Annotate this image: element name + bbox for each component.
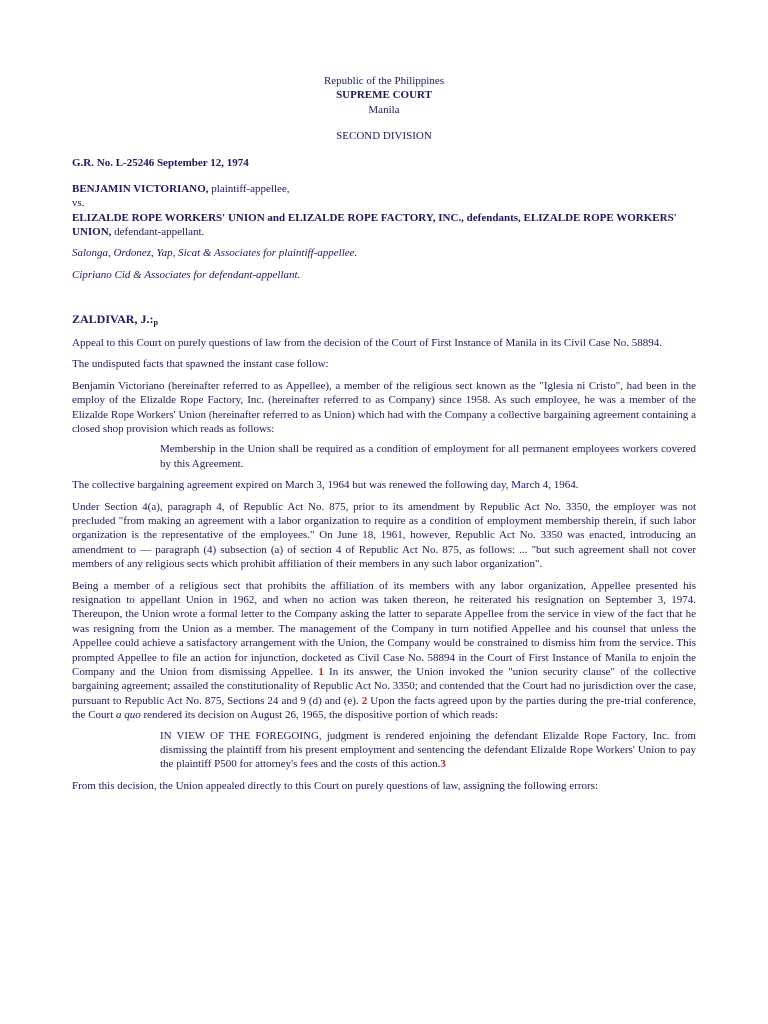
footnote-link-3[interactable]: 3 <box>440 758 446 771</box>
versus-line: vs. <box>72 197 85 210</box>
parties-block <box>72 182 696 240</box>
counsel-plaintiff: Salonga, Ordonez, Yap, Sicat & Associates for plaintiff-appellee. <box>72 246 358 259</box>
plaintiff-name: BENJAMIN VICTORIANO, <box>72 183 209 196</box>
paragraph-6 <box>72 579 696 723</box>
ponente-suffix: p <box>153 318 158 328</box>
footnote-link-1[interactable]: 1 <box>318 666 324 678</box>
paragraph-5: Under Section 4(a), paragraph 4, of Republic Act No. 875, prior to its amendment by Republic Act No. 3350, the employer was not precluded "from making an agreement with a labor organization to require as a condition of employment membership therein, if such labor organization is the representative of the employees." On June 18, 1961, however, Republic Act No. 3350 was enacted, introducing an amendment to — paragraph (4) subsection (a) of section 4 of Republic Act No. 875, as follows: ... "but such agreement shall not cover members of any religious sects which prohibit affiliation of their members in any such labor organization". <box>72 500 696 571</box>
paragraph-2: The undisputed facts that spawned the instant case follow: <box>72 358 329 371</box>
plaintiff-line <box>72 182 696 196</box>
division-line: SECOND DIVISION <box>336 130 432 143</box>
plaintiff-role: plaintiff-appellee, <box>208 183 290 196</box>
footnote-link-2[interactable]: 2 <box>361 694 368 707</box>
ponente-name: ZALDIVAR, J.: <box>72 312 154 327</box>
quote-dispositive <box>160 729 696 772</box>
defendant-role: defendant-appellant. <box>111 226 205 239</box>
defendant-line <box>72 211 696 240</box>
paragraph-6-italic: a quo <box>116 709 141 722</box>
paragraph-7: From this decision, the Union appealed directly to this Court on purely questions of law, assigning the following errors: <box>72 779 598 792</box>
defendant-name: ELIZALDE ROPE WORKERS' UNION and ELIZALDE ROPE FACTORY, INC., defendants, ELIZALDE ROPE WORKERS' UNION, <box>72 211 677 239</box>
court-name: SUPREME COURT <box>336 89 432 102</box>
paragraph-6-part-a: Being a member of a religious sect that prohibits the affiliation of its members with any labor organization, Appellee presented his resignation to appellant Union in 1962, and when no action was taken thereon, he reiterated his resignation on September 3, 1974. Thereupon, the Union wrote a formal letter to the Company asking the latter to separate Appellee from the service in view of the fact that he was resigning from the Union as a member. The management of the Company in turn notified Appellee and his counsel that unless the Appellee could achieve a satisfactory arrangement with the Union, the Company would be constrained to dismiss him from the service. This prompted Appellee to file an action for injunction, docketed as Civil Case No. 58894 in the Court of First Instance of Manila to enjoin the Company and the Union from dismissing Appellee. <box>72 579 696 678</box>
quote-dispositive-text: IN VIEW OF THE FOREGOING, judgment is rendered enjoining the defendant Elizalde Rope Factory, Inc. from dismissing the plaintiff from his present employment and sentencing the defendant Elizalde Rope Workers' Union to pay the plaintiff P500 for attorney's fees and the costs of this action. <box>160 729 696 771</box>
quote-closed-shop: Membership in the Union shall be required as a condition of employment for all permanent employees workers covered by this Agreement. <box>160 443 696 470</box>
paragraph-3: Benjamin Victoriano (hereinafter referred to as Appellee), a member of the religious sect known as the "Iglesia ni Cristo", had been in the employ of the Elizalde Rope Factory, Inc. (hereinafter referred to as Company) since 1958. As such employee, he was a member of the Elizalde Rope Workers' Union (hereinafter referred to as Union) which had with the Company a collective bargaining agreement containing a closed shop provision which reads as follows: <box>72 379 696 435</box>
republic-line: Republic of the Philippines <box>323 75 445 87</box>
paragraph-6-part-c: Upon the facts agreed upon by the parties during the pre-trial conference, the Court <box>72 694 696 722</box>
city-line: Manila <box>368 103 400 116</box>
paragraph-1: Appeal to this Court on purely questions of law from the decision of the Court of First Instance of Manila in its Civil Case No. 58894. <box>72 336 662 349</box>
paragraph-6-part-b: In its answer, the Union invoked the "union security clause" of the collective bargaining agreement; assailed the constitutionality of Republic Act No. 3350; and contended that the Court had no jurisdiction over the case, pursuant to Republic Act No. 875, Sections 24 and 9 (d) and (e). <box>72 666 696 707</box>
ponente <box>72 312 696 328</box>
paragraph-6-part-e: rendered its decision on August 26, 1965, the dispositive portion of which reads: <box>140 709 498 722</box>
court-header <box>72 74 696 144</box>
gr-number: G.R. No. L-25246 September 12, 1974 <box>72 156 249 169</box>
counsel-defendant: Cipriano Cid & Associates for defendant-appellant. <box>72 269 301 282</box>
paragraph-4: The collective bargaining agreement expired on March 3, 1964 but was renewed the following day, March 4, 1964. <box>72 479 579 492</box>
